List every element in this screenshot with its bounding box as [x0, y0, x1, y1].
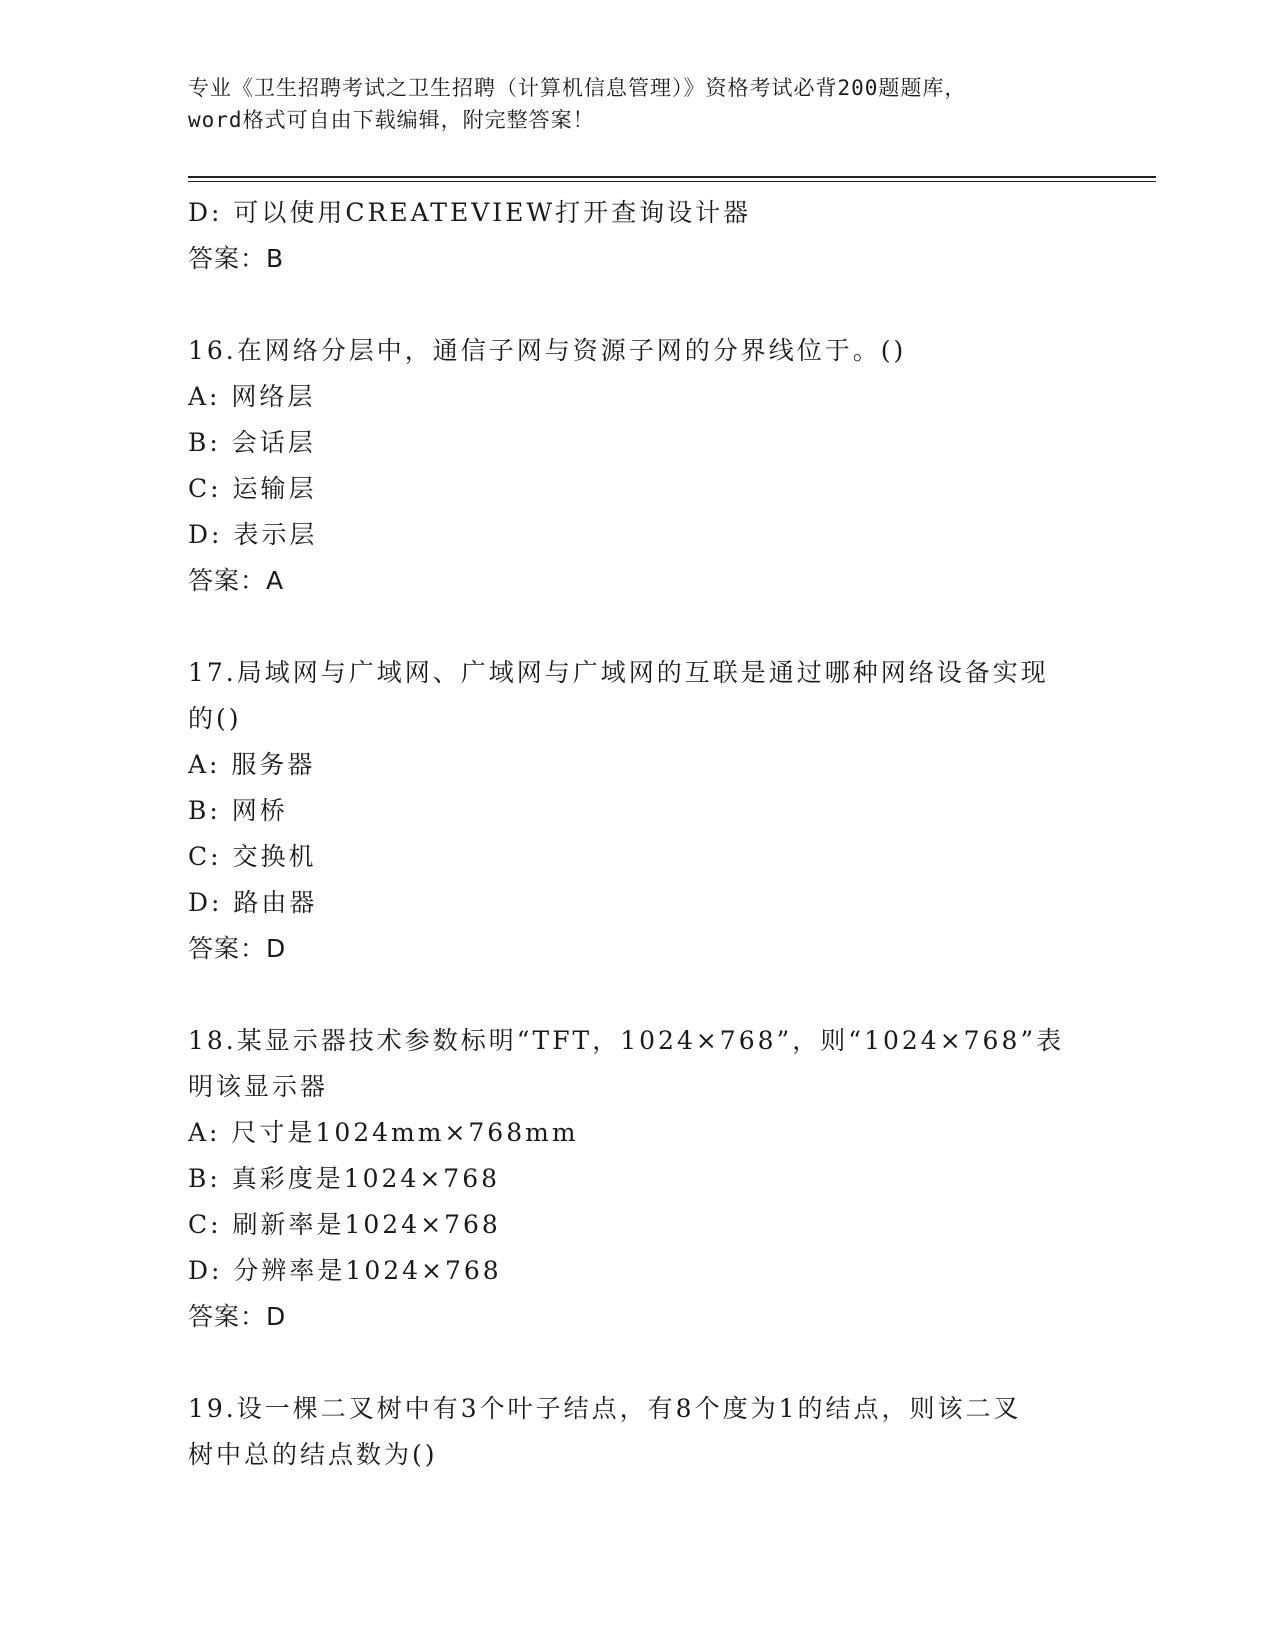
- question-stem-line-1: 18.某显示器技术参数标明“TFT，1024×768”，则“1024×768”表: [188, 1026, 1065, 1055]
- answer: 答案：D: [188, 934, 287, 963]
- question-stem-line-1: 17.局域网与广域网、广域网与广域网的互联是通过哪种网络设备实现: [188, 658, 1049, 687]
- question-18: [188, 1018, 1088, 1340]
- option-a: A: 网络层: [188, 382, 316, 411]
- option-d: D: 分辨率是1024×768: [188, 1256, 502, 1285]
- header-line-1: 专业《卫生招聘考试之卫生招聘（计算机信息管理）》资格考试必背200题题库，: [188, 76, 967, 100]
- question-content: [188, 190, 1088, 1478]
- question-17: [188, 650, 1088, 972]
- prev-answer: 答案：B: [188, 244, 285, 273]
- question-16: [188, 328, 1088, 604]
- option-c: C: 交换机: [188, 842, 317, 871]
- question-stem-line-2: 树中总的结点数为(): [188, 1440, 438, 1469]
- spacer: [188, 1340, 1088, 1386]
- option-c: C: 运输层: [188, 474, 317, 503]
- option-d: D: 表示层: [188, 520, 318, 549]
- option-a: A: 服务器: [188, 750, 316, 779]
- question-stem-line-2: 明该显示器: [188, 1072, 329, 1101]
- question-stem-line-2: 的(): [188, 704, 242, 733]
- option-c: C: 刷新率是1024×768: [188, 1210, 501, 1239]
- question-19: [188, 1386, 1088, 1478]
- answer: 答案：A: [188, 566, 285, 595]
- document-header: [188, 72, 1088, 136]
- header-divider-thick: [188, 176, 1156, 178]
- option-d: D: 路由器: [188, 888, 318, 917]
- answer: 答案：D: [188, 1302, 287, 1331]
- spacer: [188, 972, 1088, 1018]
- option-b: B: 会话层: [188, 428, 316, 457]
- header-line-2: word格式可自由下载编辑，附完整答案！: [188, 108, 595, 132]
- question-stem-line-1: 19.设一棵二叉树中有3个叶子结点，有8个度为1的结点，则该二叉: [188, 1394, 1022, 1423]
- header-divider-thin: [188, 181, 1156, 182]
- prev-option-d: D: 可以使用CREATEVIEW打开查询设计器: [188, 198, 752, 227]
- spacer: [188, 604, 1088, 650]
- option-a: A: 尺寸是1024mm×768mm: [188, 1118, 579, 1147]
- option-b: B: 真彩度是1024×768: [188, 1164, 501, 1193]
- question-stem: 16.在网络分层中，通信子网与资源子网的分界线位于。(): [188, 336, 907, 365]
- spacer: [188, 282, 1088, 328]
- option-b: B: 网桥: [188, 796, 288, 825]
